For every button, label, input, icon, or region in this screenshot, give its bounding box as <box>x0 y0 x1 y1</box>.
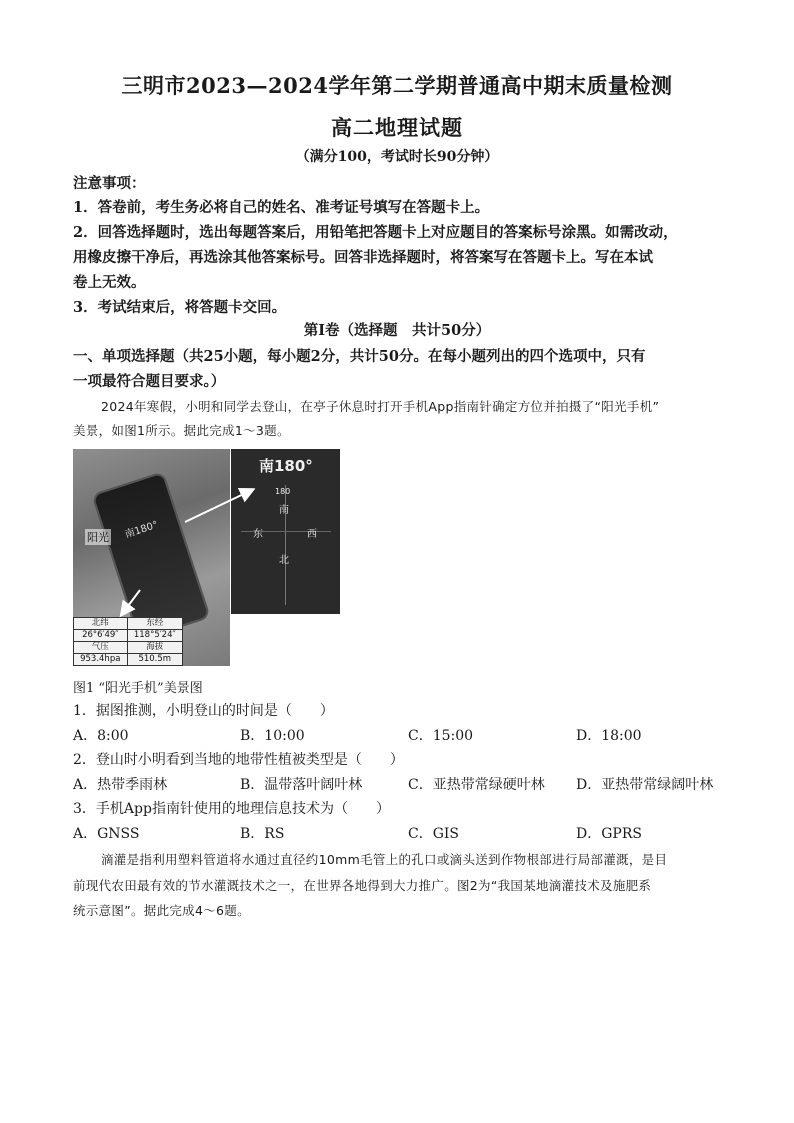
table-cell: 海拔 <box>127 642 182 654</box>
table-row <box>74 642 183 654</box>
exam-duration-note: （满分100，考试时长90分钟） <box>295 149 499 165</box>
note-2-line-3: 卷上无效。 <box>73 274 146 291</box>
table-cell: 118°5′24″ <box>127 630 182 642</box>
q1-option-c: C．15:00 <box>408 728 474 744</box>
q3-option-b: B．RS <box>240 826 285 842</box>
phone-compass-reading: 南180° <box>123 519 160 541</box>
q1-option-b: B．10:00 <box>240 728 305 744</box>
section-instruction-line-2: 一项最符合题目要求。） <box>73 373 226 390</box>
q2-option-b: B．温带落叶阔叶林 <box>240 777 363 793</box>
sunlight-label: 阳光 <box>87 531 109 544</box>
note-3: 3．考试结束后，将答题卡交回。 <box>73 299 287 316</box>
location-info-table <box>73 617 183 666</box>
intro-2-line-2: 前现代农田最有效的节水灌溉技术之一，在世界各地得到大力推广。图2为“我国某地滴灌技术及施肥系 <box>73 878 652 893</box>
q3-option-a: A．GNSS <box>73 826 140 842</box>
table-row <box>74 654 183 666</box>
compass-west-label: 西 <box>307 529 317 540</box>
table-row <box>74 630 183 642</box>
q2-option-c: C．亚热带常绿硬叶林 <box>408 777 545 793</box>
note-2-line-2: 用橡皮擦干净后，再选涂其他答案标号。回答非选择题时，将答案写在答题卡上。写在本试 <box>73 249 653 266</box>
table-cell: 北纬 <box>74 618 128 630</box>
question-3-stem: 3．手机App指南针使用的地理信息技术为（ ） <box>73 801 390 817</box>
q3-option-d: D．GPRS <box>576 826 642 842</box>
q2-option-a: A．热带季雨林 <box>73 777 168 793</box>
exam-subject-title: 高二地理试题 <box>331 115 463 140</box>
q2-option-d: D．亚热带常绿阔叶林 <box>576 777 714 793</box>
intro-1-line-2: 美景，如图1所示。据此完成1～3题。 <box>73 423 290 438</box>
compass-east-label: 东 <box>253 529 263 540</box>
section-instruction-line-1: 一、单项选择题（共25小题，每小题2分，共计50分。在每小题列出的四个选项中，只有 <box>73 348 646 365</box>
compass-zoom-panel <box>231 449 340 614</box>
phone-image <box>91 471 211 641</box>
table-row <box>74 618 183 630</box>
compass-south-label: 南 <box>279 505 289 516</box>
notes-heading: 注意事项： <box>73 175 146 192</box>
compass-north-label: 北 <box>279 555 289 566</box>
question-2-stem: 2．登山时小明看到当地的地带性植被类型是（ ） <box>73 752 404 768</box>
intro-1-line-1: 2024年寒假，小明和同学去登山，在亭子休息时打开手机App指南针确定方位并拍摄了“阳光手机” <box>101 399 660 414</box>
section-title: 第Ⅰ卷（选择题 共计50分） <box>303 322 491 339</box>
figure-1-caption: 图1 “阳光手机”美景图 <box>73 681 203 696</box>
q1-option-a: A．8:00 <box>73 728 129 744</box>
table-cell: 953.4hpa <box>74 654 128 666</box>
table-cell: 510.5m <box>127 654 182 666</box>
table-cell: 26°6′49″ <box>74 630 128 642</box>
q3-option-c: C．GIS <box>408 826 460 842</box>
exam-title: 三明市2023—2024学年第二学期普通高中期末质量检测 <box>121 73 673 98</box>
sunlight-phone-photo <box>73 449 230 666</box>
note-2-line-1: 2．回答选择题时，选出每题答案后，用铅笔把答题卡上对应题目的答案标号涂黑。如需改动， <box>73 224 678 241</box>
table-cell: 气压 <box>74 642 128 654</box>
intro-2-line-1: 滴灌是指利用塑料管道将水通过直径约10mm毛管上的孔口或滴头送到作物根部进行局部灌溉，是目 <box>101 852 668 867</box>
table-cell: 东经 <box>127 618 182 630</box>
compass-heading: 南180° <box>259 457 313 475</box>
question-1-stem: 1．据图推测，小明登山的时间是（ ） <box>73 703 334 719</box>
intro-2-line-3: 统示意图”。据此完成4～6题。 <box>73 903 250 918</box>
compass-scale-label: 180 <box>275 487 291 496</box>
q1-option-d: D．18:00 <box>576 728 642 744</box>
note-1: 1．答卷前，考生务必将自己的姓名、准考证号填写在答题卡上。 <box>73 199 490 216</box>
